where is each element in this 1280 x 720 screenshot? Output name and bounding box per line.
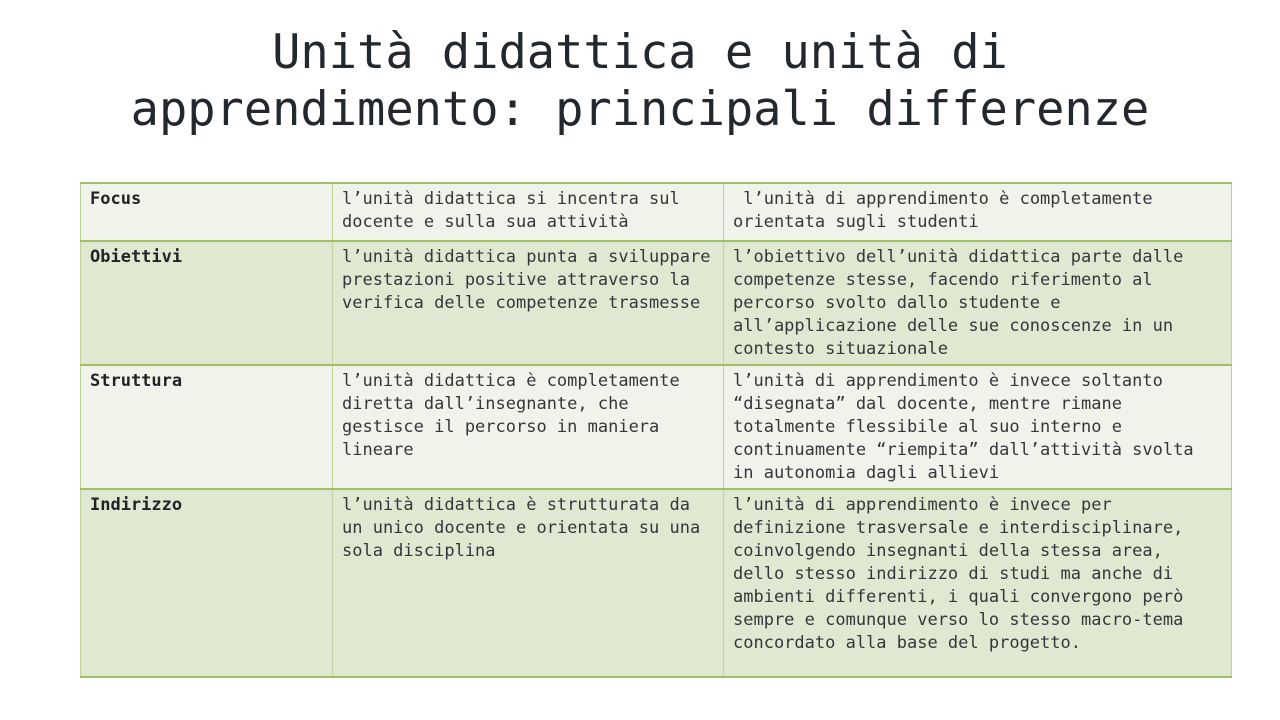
comparison-table <box>80 182 1232 678</box>
unita-apprendimento-cell: l’unità di apprendimento è invece soltanto “disegnata” dal docente, mentre rimane totalmente flessibile al suo interno e continuamente “riempita” dall’attività svolta in autonomia dagli allievi <box>724 365 1232 489</box>
unita-apprendimento-cell: l’obiettivo dell’unità didattica parte dalle competenze stesse, facendo riferimento al percorso svolto dallo studente e all’applicazione delle sue conoscenze in un contesto situazionale <box>724 241 1232 365</box>
table-row-focus <box>81 183 1232 241</box>
unita-didattica-cell: l’unità didattica si incentra sul docente e sulla sua attività <box>333 183 724 241</box>
row-label-cell: Struttura <box>81 365 333 489</box>
unita-apprendimento-cell: l’unità di apprendimento è invece per definizione trasversale e interdisciplinare, coinvolgendo insegnanti della stessa area, dello stesso indirizzo di studi ma anche di ambienti differenti, i quali convergono però sempre e comunque verso lo stesso macro-tema concordato alla base del progetto. <box>724 489 1232 677</box>
table-row-struttura <box>81 365 1232 489</box>
unita-didattica-cell: l’unità didattica è completamente diretta dall’insegnante, che gestisce il percorso in maniera lineare <box>333 365 724 489</box>
unita-didattica-cell: l’unità didattica punta a sviluppare prestazioni positive attraverso la verifica delle competenze trasmesse <box>333 241 724 365</box>
table-row-indirizzo <box>81 489 1232 677</box>
row-label-cell: Focus <box>81 183 333 241</box>
row-label-cell: Indirizzo <box>81 489 333 677</box>
row-label-cell: Obiettivi <box>81 241 333 365</box>
slide-title: Unità didattica e unità di apprendimento: principali differenze <box>130 25 1150 137</box>
unita-apprendimento-cell: l’unità di apprendimento è completamente orientata sugli studenti <box>724 183 1232 241</box>
unita-didattica-cell: l’unità didattica è strutturata da un unico docente e orientata su una sola disciplina <box>333 489 724 677</box>
table-row-obiettivi <box>81 241 1232 365</box>
